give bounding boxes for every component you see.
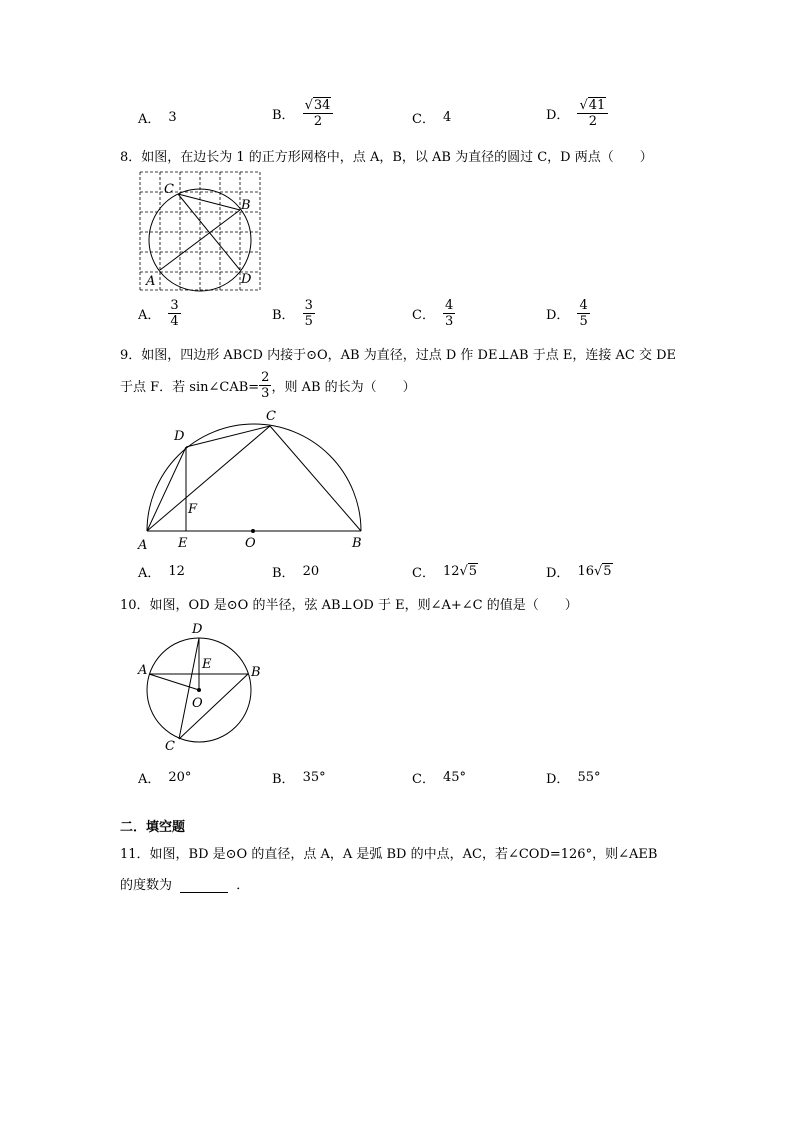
q8-label-c: C [164,182,174,197]
q10-option-b: B． 35° [272,770,326,787]
q10-label-o: O [192,696,203,711]
q10-circle-figure [135,620,265,755]
q9-fraction: $\frac{2}{3}$ [261,370,270,401]
q9-option-a: A． 12 [138,564,185,581]
q8-option-a: A． $\frac{3}{4}$ [138,298,179,329]
section-title-fill-in: 二．填空题 [120,820,186,835]
q7-option-a: A． 3 [138,110,177,127]
q10-label-c: C [165,739,175,754]
q7-option-b: B． $\frac{√34}{2}$ [272,98,333,129]
q9-label-a: A [138,538,148,553]
q10-option-c: C． 45° [412,770,466,787]
q10-label-b: B [251,665,261,680]
q8-question-text: 8．如图，在边长为 1 的正方形网格中，点 A，B，以 AB 为直径的圆过 C，D 两点（ ） [120,150,653,165]
q10-label-a: A [138,663,148,678]
q11-line2-end: ． [236,878,250,893]
q7-option-d: D． $\frac{√41}{2}$ [546,98,608,129]
q10-option-d: D． 55° [546,770,601,787]
q9-option-d: D． 16 √5 [546,564,612,581]
q8-option-d: D． $\frac{4}{5}$ [546,298,588,329]
q9-semicircle-figure [130,410,380,555]
q8-label-a: A [146,274,156,289]
q11-answer-blank[interactable] [180,879,228,893]
q10-label-d: D [192,622,203,637]
q9-line2-end: ，则 AB 的长为（ ） [271,380,416,395]
q9-label-f: F [188,502,198,517]
q8-label-d: D [241,272,252,287]
q10-option-a: A． 20° [138,770,192,787]
q9-label-b: B [352,536,362,551]
q9-label-e: E [178,536,188,551]
q10-label-e: E [202,657,212,672]
q9-question-line1: 9．如图，四边形 ABCD 内接于⊙O，AB 为直径，过点 D 作 DE⊥AB 于点 E，连接 AC 交 DE [120,348,677,363]
q8-grid-figure [138,170,262,294]
q10-question-text: 10．如图，OD 是⊙O 的半径，弦 AB⊥OD 于 E，则∠A+∠C 的值是（ ） [120,598,578,613]
q9-label-c: C [266,409,276,424]
q9-label-d: D [174,429,185,444]
q8-option-c: C． $\frac{4}{3}$ [412,298,454,329]
q11-line2-text: 的度数为 [120,878,173,893]
q9-line2-start: 于点 F．若 sin∠CAB= [120,380,260,395]
q8-label-b: B [241,198,251,213]
q7-option-c: C． 4 [412,110,452,127]
q8-option-b: B． $\frac{3}{5}$ [272,298,313,329]
q9-option-b: B． 20 [272,564,320,581]
q9-option-c: C． 12 √5 [412,564,478,581]
q9-question-line2 [120,370,416,401]
q9-label-o: O [245,536,256,551]
q11-question-line1: 11．如图，BD 是⊙O 的直径，点 A，A 是弧 BD 的中点，AC，若∠COD=126°，则∠AEB [120,847,658,862]
q11-question-line2 [120,874,249,893]
